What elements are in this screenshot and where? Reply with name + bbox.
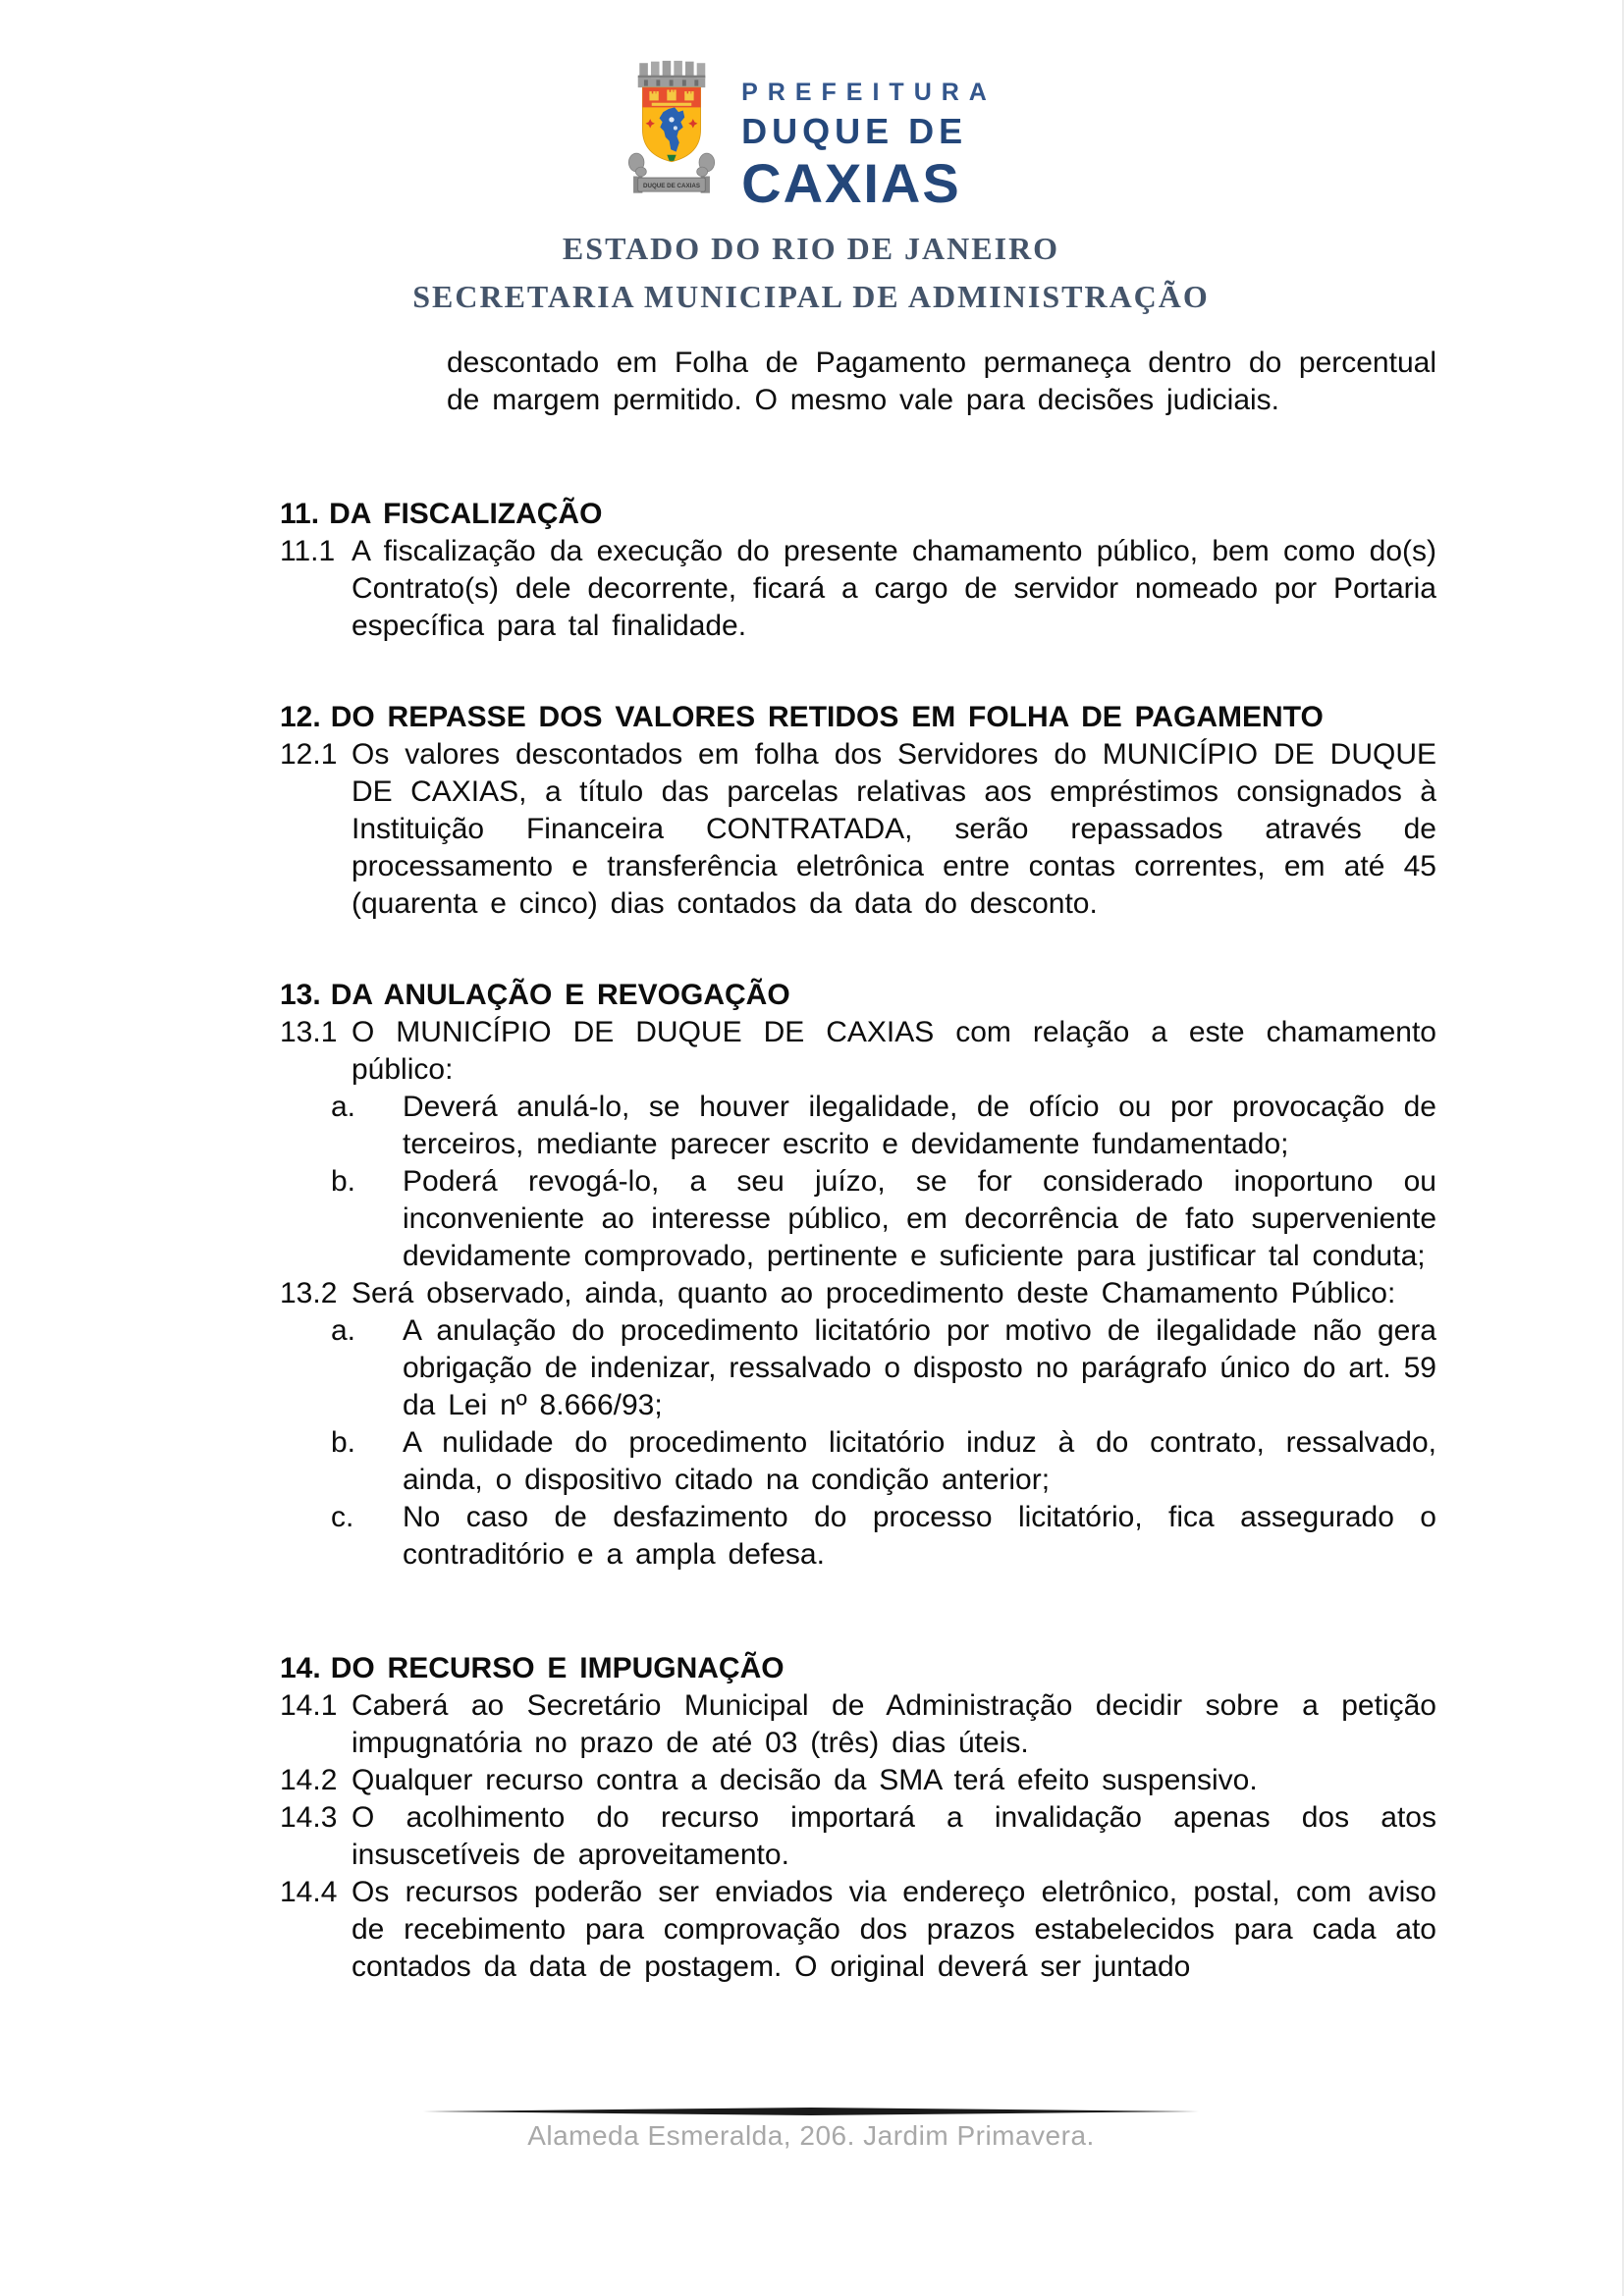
city-wordmark: [741, 57, 997, 214]
paragraph-text: A fiscalização da execução do presente chamamento público, bem como do(s) Contrato(s) dele decorrente, ficará a cargo de servidor nomeado por Portaria específica para tal finalidade.: [352, 535, 1436, 642]
coat-of-arms-icon: [625, 57, 718, 202]
numbered-paragraph: [280, 1799, 1436, 1874]
page-footer: [0, 2107, 1622, 2152]
footer-address: Alameda Esmeralda, 206. Jardim Primavera.: [527, 2120, 1095, 2151]
numbered-paragraph: [280, 533, 1436, 645]
item-letter: a.: [331, 1314, 356, 1347]
numbered-paragraph: [280, 1014, 1436, 1089]
lettered-item: [331, 1499, 1436, 1574]
city-logo: [625, 57, 997, 214]
paragraph-text: O acolhimento do recurso importará a invalidação apenas dos atos insuscetíveis de aproveitamento.: [352, 1801, 1436, 1871]
item-text: A nulidade do procedimento licitatório induz à do contrato, ressalvado, ainda, o dispositivo citado na condição anterior;: [403, 1426, 1436, 1496]
paragraph-text: Caberá ao Secretário Municipal de Administração decidir sobre a petição impugnatória no prazo de até 03 (três) dias úteis.: [352, 1689, 1436, 1759]
paragraph-number: 14.3: [280, 1801, 338, 1834]
state-heading: ESTADO DO RIO DE JANEIRO: [562, 231, 1060, 266]
paragraph-number: 14.4: [280, 1876, 338, 1908]
section-number: 11.: [280, 498, 320, 530]
section-heading-14: [280, 1650, 1436, 1687]
section-heading-11: [280, 496, 1436, 533]
numbered-paragraph: [280, 1874, 1436, 1986]
item-letter: a.: [331, 1091, 356, 1123]
numbered-paragraph: [280, 1762, 1436, 1799]
section-number: 12.: [280, 701, 321, 733]
paragraph-text: Será observado, ainda, quanto ao procedimento deste Chamamento Público:: [352, 1277, 1396, 1309]
item-text: Deverá anulá-lo, se houver ilegalidade, de ofício ou por provocação de terceiros, mediante parecer escrito e devidamente fundamentado;: [403, 1091, 1436, 1160]
section-title: DA FISCALIZAÇÃO: [329, 498, 603, 530]
section-title: DA ANULAÇÃO E REVOGAÇÃO: [330, 979, 790, 1011]
numbered-paragraph: [280, 1275, 1436, 1312]
item-text: A anulação do procedimento licitatório por motivo de ilegalidade não gera obrigação de indenizar, ressalvado o disposto no parágrafo único do art. 59 da Lei nº 8.666/93;: [403, 1314, 1436, 1421]
paragraph-text: Os valores descontados em folha dos Servidores do MUNICÍPIO DE DUQUE DE CAXIAS, a título das parcelas relativas aos empréstimos consignados à Instituição Financeira CONTRATADA, serão repassados através de processamento e transferência eletrônica entre contas correntes, em até 45 (quarenta e cinco) dias contados da data do desconto.: [352, 738, 1436, 920]
section-number: 13.: [280, 979, 321, 1011]
paragraph-text: Os recursos poderão ser enviados via endereço eletrônico, postal, com aviso de recebimento para comprovação dos prazos estabelecidos para cada ato contados da data de postagem. O original deverá ser juntado: [352, 1876, 1436, 1983]
paragraph-text: O MUNICÍPIO DE DUQUE DE CAXIAS com relação a este chamamento público:: [352, 1016, 1436, 1086]
crest-banner-text: DUQUE DE CAXIAS: [643, 183, 701, 190]
footer-divider: [423, 2107, 1199, 2116]
paragraph-number: 12.1: [280, 738, 338, 771]
shield-icon: [643, 87, 701, 162]
paragraph-number: 13.2: [280, 1277, 338, 1309]
section-title: DO RECURSO E IMPUGNAÇÃO: [330, 1652, 785, 1684]
lettered-item: [331, 1424, 1436, 1499]
paragraph-text: Qualquer recurso contra a decisão da SMA terá efeito suspensivo.: [352, 1764, 1258, 1796]
numbered-paragraph: [280, 1687, 1436, 1762]
section-title: DO REPASSE DOS VALORES RETIDOS EM FOLHA DE PAGAMENTO: [330, 701, 1324, 733]
section-number: 14.: [280, 1652, 321, 1684]
lettered-item: [331, 1312, 1436, 1424]
paragraph-number: 13.1: [280, 1016, 338, 1048]
item-letter: b.: [331, 1426, 356, 1459]
section-heading-13: [280, 977, 1436, 1014]
item-letter: b.: [331, 1165, 356, 1198]
paragraph-number: 14.1: [280, 1689, 338, 1722]
paragraph-number: 11.1: [280, 535, 336, 567]
document-body: [280, 345, 1436, 1986]
paragraph-number: 14.2: [280, 1764, 338, 1796]
wordmark-caxias: CAXIAS: [741, 152, 961, 214]
mural-crown-icon: [638, 61, 706, 87]
wordmark-duque-de: DUQUE DE: [741, 111, 968, 151]
intro-paragraph: descontado em Folha de Pagamento permaneça dentro do percentual de margem permitido. O mesmo vale para decisões judiciais.: [447, 347, 1436, 416]
section-heading-12: [280, 699, 1436, 736]
item-text: Poderá revogá-lo, a seu juízo, se for considerado inoportuno ou inconveniente ao interesse público, em decorrência de fato superveniente devidamente comprovado, pertinente e suficiente para justificar tal conduta;: [403, 1165, 1436, 1272]
lettered-item: [331, 1089, 1436, 1163]
item-letter: c.: [331, 1501, 354, 1533]
item-text: No caso de desfazimento do processo licitatório, fica assegurado o contraditório e a ampla defesa.: [403, 1501, 1436, 1571]
wordmark-prefeitura: PREFEITURA: [741, 79, 997, 106]
numbered-paragraph: [280, 736, 1436, 923]
secretariat-heading: SECRETARIA MUNICIPAL DE ADMINISTRAÇÃO: [412, 279, 1210, 314]
lettered-item: [331, 1163, 1436, 1275]
letterhead: [0, 0, 1622, 315]
banner-ribbon: [633, 177, 710, 193]
